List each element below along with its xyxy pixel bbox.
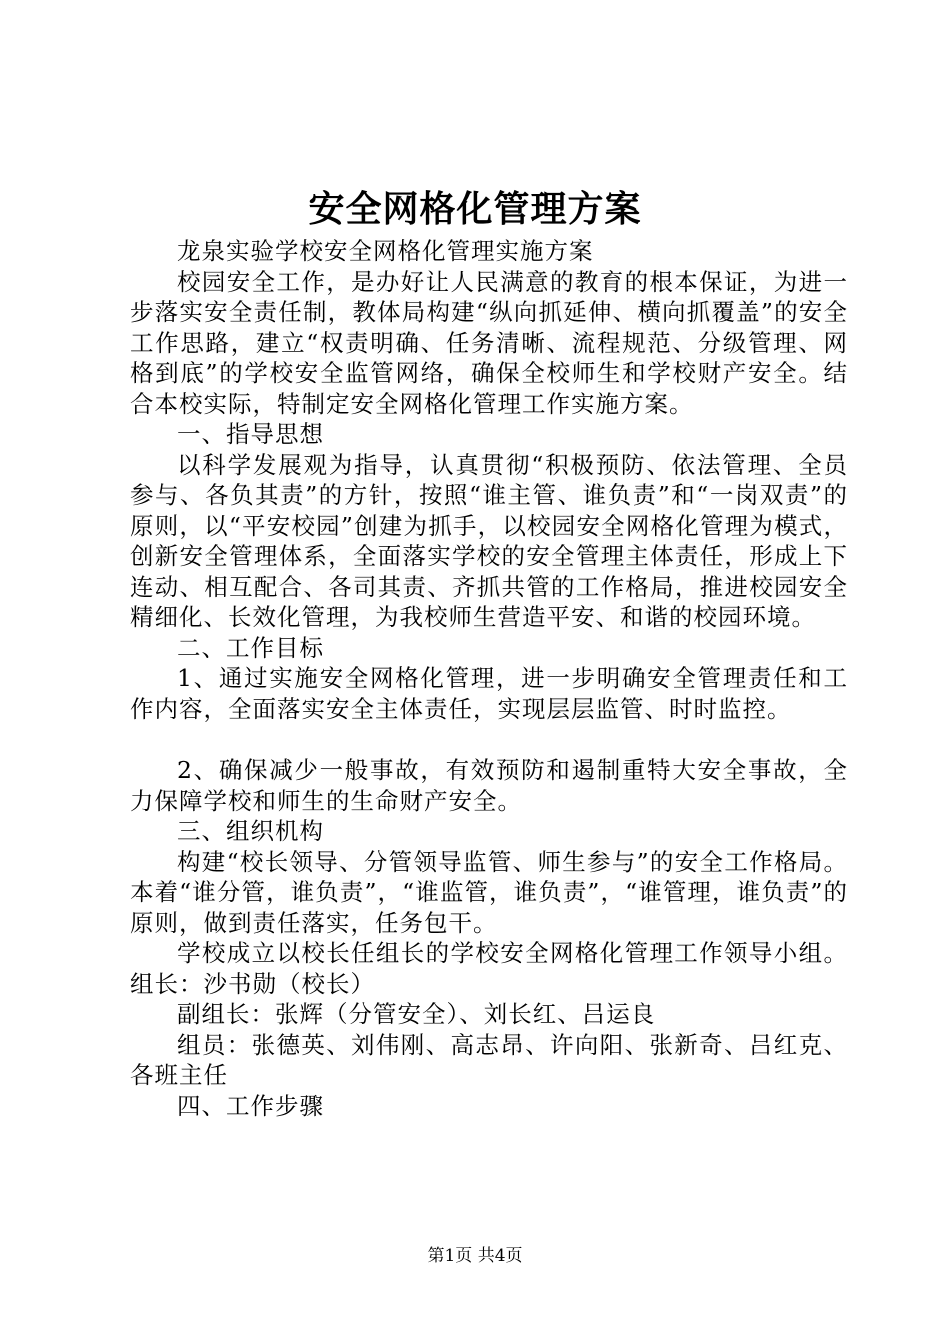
deputy-leader-paragraph: 副组长：张辉（分管安全）、刘长红、吕运良 — [177, 1000, 656, 1028]
members-paragraph: 组员：张德英、刘伟刚、高志昂、许向阳、张新奇、吕红克、各班主任 — [130, 1030, 848, 1089]
work-goal-item-1: 1、通过实施安全网格化管理，进一步明确安全管理责任和工作内容，全面落实安全主体责任，实现层层监管、时时监控。 — [130, 664, 848, 723]
intro-paragraph: 校园安全工作，是办好让人民满意的教育的根本保证，为进一步落实安全责任制，教体局构建“纵向抓延伸、横向抓覆盖”的安全工作思路，建立“权责明确、任务清晰、流程规范、分级管理、网格到底”的学校安全监管网络，确保全校师生和学校财产安全。结合本校实际，特制定安全网格化管理工作实施方案。 — [130, 267, 848, 418]
section-heading-organization: 三、组织机构 — [177, 817, 324, 845]
document-title: 安全网格化管理方案 — [308, 188, 642, 230]
section-heading-guiding-thought: 一、指导思想 — [177, 420, 324, 448]
work-goal-item-2: 2、确保减少一般事故，有效预防和遏制重特大安全事故，全力保障学校和师生的生命财产安全。 — [130, 756, 848, 815]
leadership-group-paragraph: 学校成立以校长任组长的学校安全网格化管理工作领导小组。组长：沙书勋（校长） — [130, 939, 848, 998]
paragraph-gap — [130, 724, 848, 755]
document-body — [130, 236, 848, 1121]
section-heading-work-steps: 四、工作步骤 — [177, 1091, 324, 1120]
section-heading-work-goals: 二、工作目标 — [177, 633, 324, 662]
subtitle-paragraph: 龙泉实验学校安全网格化管理实施方案 — [177, 237, 594, 265]
guiding-thought-paragraph: 以科学发展观为指导，认真贯彻“积极预防、依法管理、全员参与、各负其责”的方针，按照“谁主管、谁负责”和“一岗双责”的原则，以“平安校园”创建为抓手，以校园安全网格化管理为模式，创新安全管理体系，全面落实学校的安全管理主体责任，形成上下连动、相互配合、各司其责、齐抓共管的工作格局，推进校园安全精细化、长效化管理，为我校师生营造平安、和谐的校园环境。 — [130, 450, 848, 631]
organization-paragraph: 构建“校长领导、分管领导监管、师生参与”的安全工作格局。本着“谁分管，谁负责”，“谁监管，谁负责”，“谁管理，谁负责”的原则，做到责任落实，任务包干。 — [130, 847, 848, 937]
page-footer: 第1页 共4页 — [427, 1246, 523, 1266]
